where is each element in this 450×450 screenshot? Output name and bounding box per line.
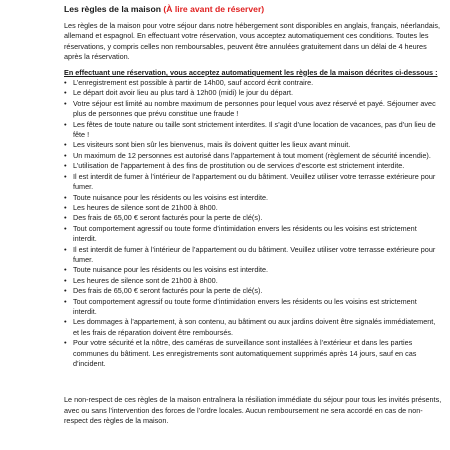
rule-item: • Pour votre sécurité et la nôtre, des caméras de surveillance sont installées à l’extérieur et dans les parties communes du bâtiment. Les enregistrements sont automatiquement supprimés après 14 jours, sauf en cas d’incident. [64, 338, 442, 369]
rule-item: • Toute nuisance pour les résidents ou les voisins est interdite. [64, 193, 442, 203]
rule-item: • Les visiteurs sont bien sûr les bienvenus, mais ils doivent quitter les lieux avant minuit. [64, 140, 442, 150]
document-title [64, 3, 442, 15]
rule-item: • Des frais de 65,00 € seront facturés pour la perte de clé(s). [64, 213, 442, 223]
rule-item: • Le départ doit avoir lieu au plus tard à 12h00 (midi) le jour du départ. [64, 88, 442, 98]
rule-item: • Des frais de 65,00 € seront facturés pour la perte de clé(s). [64, 286, 442, 296]
title-note: (À lire avant de réserver) [163, 4, 265, 14]
rule-item: • Les dommages à l’appartement, à son contenu, au bâtiment ou aux jardins doivent être signalés immédiatement, et les frais de réparation doivent être remboursés. [64, 317, 442, 338]
rules-subheading: En effectuant une réservation, vous acceptez automatiquement les règles de la maison décrites ci-dessous : [64, 67, 438, 77]
title-main: Les règles de la maison [64, 4, 161, 14]
rule-item: • Toute nuisance pour les résidents ou les voisins est interdite. [64, 265, 442, 275]
intro-paragraph: Les règles de la maison pour votre séjour dans notre hébergement sont disponibles en anglais, français, néerlandais, allemand et espagnol. En effectuant votre réservation, vous acceptez automatiquement ces conditions. Toutes les réservations, y compris celles non remboursables, peuvent être annulées gratuitement dans un délai de 4 heures après la réservation. [64, 21, 441, 62]
rule-item: • Votre séjour est limité au nombre maximum de personnes pour lequel vous avez réservé et payé. Séjourner avec plus de personnes que prévu constitue une fraude ! [64, 99, 442, 120]
rule-item: • L’enregistrement est possible à partir de 14h00, sauf accord écrit contraire. [64, 78, 442, 88]
rule-item: • Il est interdit de fumer à l’intérieur de l’appartement ou du bâtiment. Veuillez utiliser votre terrasse extérieure pour fumer. [64, 245, 442, 266]
rule-item: • Les heures de silence sont de 21h00 à 8h00. [64, 276, 442, 286]
rule-item: • Tout comportement agressif ou toute forme d’intimidation envers les résidents ou les voisins est strictement interdit. [64, 297, 442, 318]
rule-item: • L’utilisation de l’appartement à des fins de prostitution ou de services d’escorte est strictement interdite. [64, 161, 442, 171]
rule-item: • Un maximum de 12 personnes est autorisé dans l’appartement à tout moment (règlement de sécurité incendie). [64, 151, 442, 161]
rules-list [64, 78, 442, 369]
rule-item: • Les fêtes de toute nature ou taille sont strictement interdites. Il s’agit d’une location de vacances, pas d’un lieu de fête ! [64, 120, 442, 141]
footer-paragraph: Le non-respect de ces règles de la maison entraînera la résiliation immédiate du séjour pour tous les invités présents, avec ou sans l’intervention des forces de l’ordre locales. Aucun remboursement ne sera accordé en cas de non-respect des règles de la maison. [64, 395, 442, 426]
rule-item: • Il est interdit de fumer à l’intérieur de l’appartement ou du bâtiment. Veuillez utiliser votre terrasse extérieure pour fumer. [64, 172, 442, 193]
rule-item: • Tout comportement agressif ou toute forme d’intimidation envers les résidents ou les voisins est strictement interdit. [64, 224, 442, 245]
rule-item: • Les heures de silence sont de 21h00 à 8h00. [64, 203, 442, 213]
